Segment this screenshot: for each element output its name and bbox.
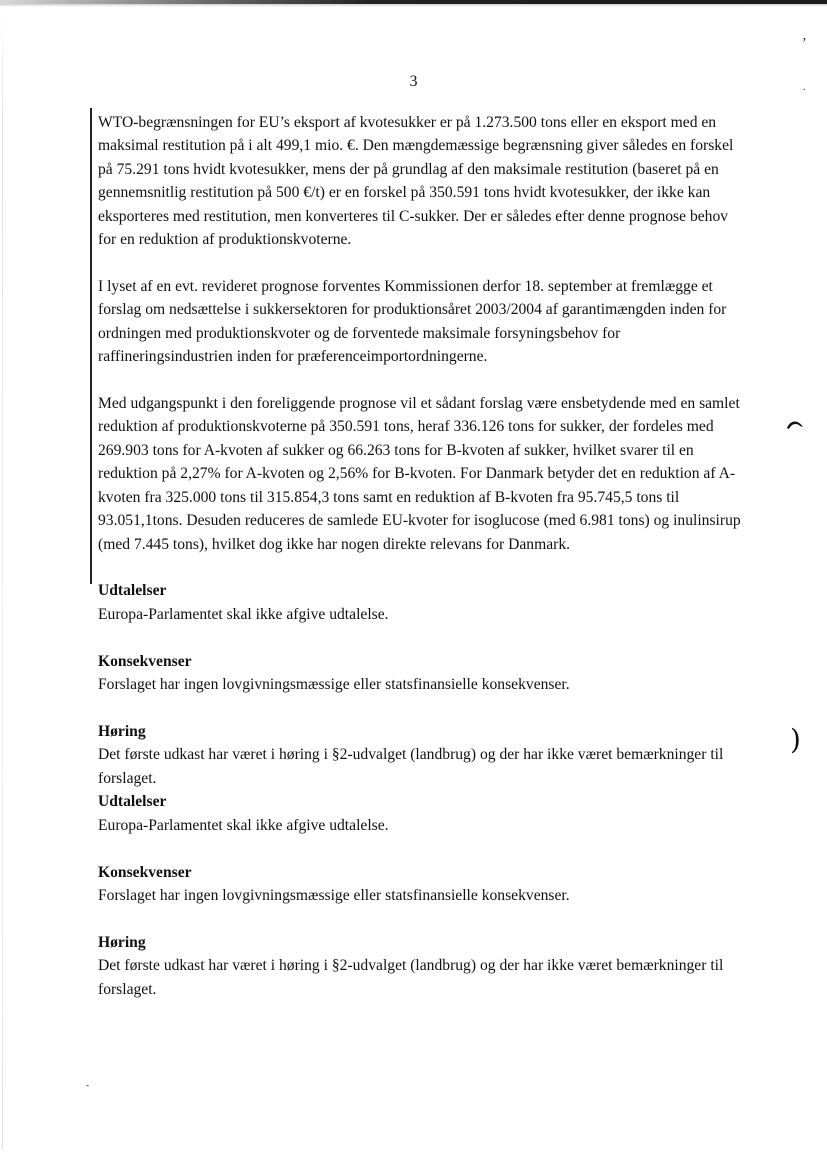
scan-speck-mark: ’ [802, 36, 807, 51]
scan-dot-mark: . [803, 82, 806, 93]
section-body-horing-repeat: Det første udkast har været i høring i §2-udvalget (landbrug) og der har ikke været bemærkninger til forslaget. [98, 957, 724, 998]
punch-hole-mark [786, 418, 804, 430]
scan-paren-mark: ) [790, 723, 801, 756]
revision-margin-bar [90, 108, 92, 584]
scan-tick-mark: - [86, 1080, 89, 1090]
section-heading-udtalelser: Udtalelser [98, 582, 167, 600]
paragraph-wto: WTO-begrænsningen for EU’s eksport af kvotesukker er på 1.273.500 tons eller en eksport med en maksimal restitution på i alt 499,1 mio. €. Den mængdemæssige begrænsning giver således en forskel på 75.291 tons hvidt kvotesukker, mens der på grundlag af den maksimale restitution (baseret på en gennemsnitlig restitution på 500 €/t) er en forskel på 350.591 tons hvidt kvotesukker, der ikke kan eksporteres med restitution, men konverteres til C-sukker. Der er således efter denne prognose behov for en reduktion af produktionskvoterne. [98, 114, 734, 249]
section-body-konsekvenser-repeat: Forslaget har ingen lovgivningsmæssige eller statsfinansielle konsekvenser. [98, 886, 570, 904]
paragraph-commission: I lyset af en evt. revideret prognose forventes Kommissionen derfor 18. september at fremlægge et forslag om nedsættelse i sukkersektoren for produktionsåret 2003/2004 af garantimængden inden for ordningen med produktionskvoter og de forventede maksimale forsyningsbehov for raffineringsindustrien inden for præferenceimportordningerne. [98, 277, 727, 366]
section-heading-horing: Høring [98, 723, 146, 741]
section-body-udtalelser: Europa-Parlamentet skal ikke afgive udtalelse. [98, 605, 389, 623]
document-body [98, 111, 748, 1001]
section-body-konsekvenser: Forslaget har ingen lovgivningsmæssige eller statsfinansielle konsekvenser. [98, 676, 570, 694]
section-heading-udtalelser-repeat: Udtalelser [98, 793, 167, 811]
section-heading-konsekvenser-repeat: Konsekvenser [98, 863, 192, 881]
scan-top-shadow [0, 4, 827, 7]
section-body-horing: Det første udkast har været i høring i §2-udvalget (landbrug) og der har ikke været bemærkninger til forslaget. [98, 746, 724, 787]
section-body-udtalelser-repeat: Europa-Parlamentet skal ikke afgive udtalelse. [98, 816, 389, 834]
scan-left-edge [2, 10, 3, 1150]
section-heading-konsekvenser: Konsekvenser [98, 652, 192, 670]
section-heading-horing-repeat: Høring [98, 933, 146, 951]
paragraph-reduction: Med udgangspunkt i den foreliggende prognose vil et sådant forslag være ensbetydende med en samlet reduktion af produktionskvoterne på 350.591 tons, heraf 336.126 tons for sukker, der fordeles med 269.903 tons for A-kvoten af sukker og 66.263 tons for B-kvoten af sukker, hvilket svarer til en reduktion på 2,27% for A-kvoten og 2,56% for B-kvoten. For Danmark betyder det en reduktion af A-kvoten fra 325.000 tons til 315.854,3 tons samt en reduktion af B-kvoten fra 95.745,5 tons til 93.051,1tons. Desuden reduceres de samlede EU-kvoter for isoglucose (med 6.981 tons) og inulinsirup (med 7.445 tons), hvilket dog ikke har nogen direkte relevans for Danmark. [98, 395, 741, 553]
page-number: 3 [409, 73, 418, 90]
